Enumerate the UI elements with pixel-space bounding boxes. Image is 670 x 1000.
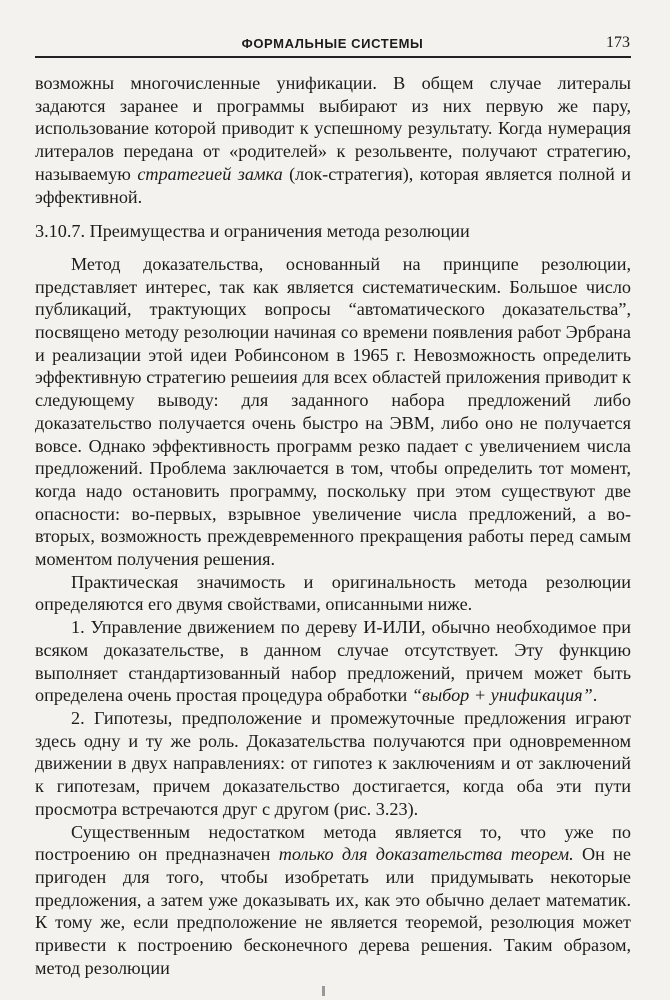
paragraph-practical-significance: Практическая значимость и оригинальность метода резолюции определяются его двумя свойствами, описанными ниже. [35, 571, 631, 615]
italic-term-lock-strategy: стратегией замка [137, 163, 283, 184]
paragraph-disadvantage: Существенным недостатком метода является то, что уже по построению он предназначен только для доказательства теорем. Он не пригоден для того, чтобы изобретать или придумывать некоторые предложения, а затем уже доказывать их, как это обычно делает математик. К тому же, если предположение не является теоремой, резолюция может привести к построению бесконечного дерева решения. Таким образом, метод резолюции [35, 821, 631, 978]
list-item-2: 2. Гипотезы, предположение и промежуточные предложения играют здесь одну и ту же роль. Доказательства получаются при одновременном движении в двух направлениях: от гипотез к заключениям и от заключений к гипотезам, причем доказательство достигается, когда оба эти пути просмотра встречаются друг с другом (рис. 3.23). [35, 707, 631, 819]
page-body [35, 72, 631, 979]
page-header [35, 34, 630, 56]
paragraph-continued: возможны многочисленные унификации. В общем случае литералы задаются заранее и программы выбирают из них первую же пару, использование которой приводит к успешному результату. Когда нумерация литералов передана от «родителей» к резольвенте, получают стратегию, называемую стратегией замка (лок-стратегия), которая является полной и эффективной. [35, 73, 631, 207]
paragraph-resolution-method: Метод доказательства, основанный на принципе резолюции, представляет интерес, так как является систематическим. Большое число публикаций, трактующих вопросы “автоматического доказательства”, посвящено методу резолюции начиная со времени появления работ Эрбрана и реализации этой идеи Робинсоном в 1965 г. Невозможность определить эффективную стратегию решеиия для всех областей приложения приводит к следующему выводу: для заданного набора предложений либо доказательство получается очень быстро на ЭВМ, либо оно не получается вовсе. Однако эффективность программ резко падает с увеличением числа предложений. Проблема заключается в том, чтобы определить тот момент, когда надо остановить программу, поскольку при этом существуют две опасности: во-первых, взрывное увеличение числа предложений, а во-вторых, возможность преждевременного прекращения работы перед самым моментом получения решения. [35, 253, 631, 570]
section-heading: 3.10.7. Преимущества и ограничения метода резолюции [35, 221, 470, 242]
italic-term-selection-unification: “выбор + унификация” [411, 685, 593, 706]
running-title: ФОРМАЛЬНЫЕ СИСТЕМЫ [241, 36, 424, 51]
header-rule [35, 56, 631, 58]
italic-term-theorem-only: только для доказательства теорем. [278, 844, 574, 865]
scan-mark [322, 986, 325, 996]
list-item-1: 1. Управление движением по дереву И-ИЛИ, обычно необходимое при всяком доказательстве, в данном случае отсутствует. Эту функцию выполняет стандартизованный набор предложений, причем может быть определена очень простая процедура обработки “выбор + унификация”. [35, 617, 631, 706]
page-number: 173 [606, 34, 630, 51]
